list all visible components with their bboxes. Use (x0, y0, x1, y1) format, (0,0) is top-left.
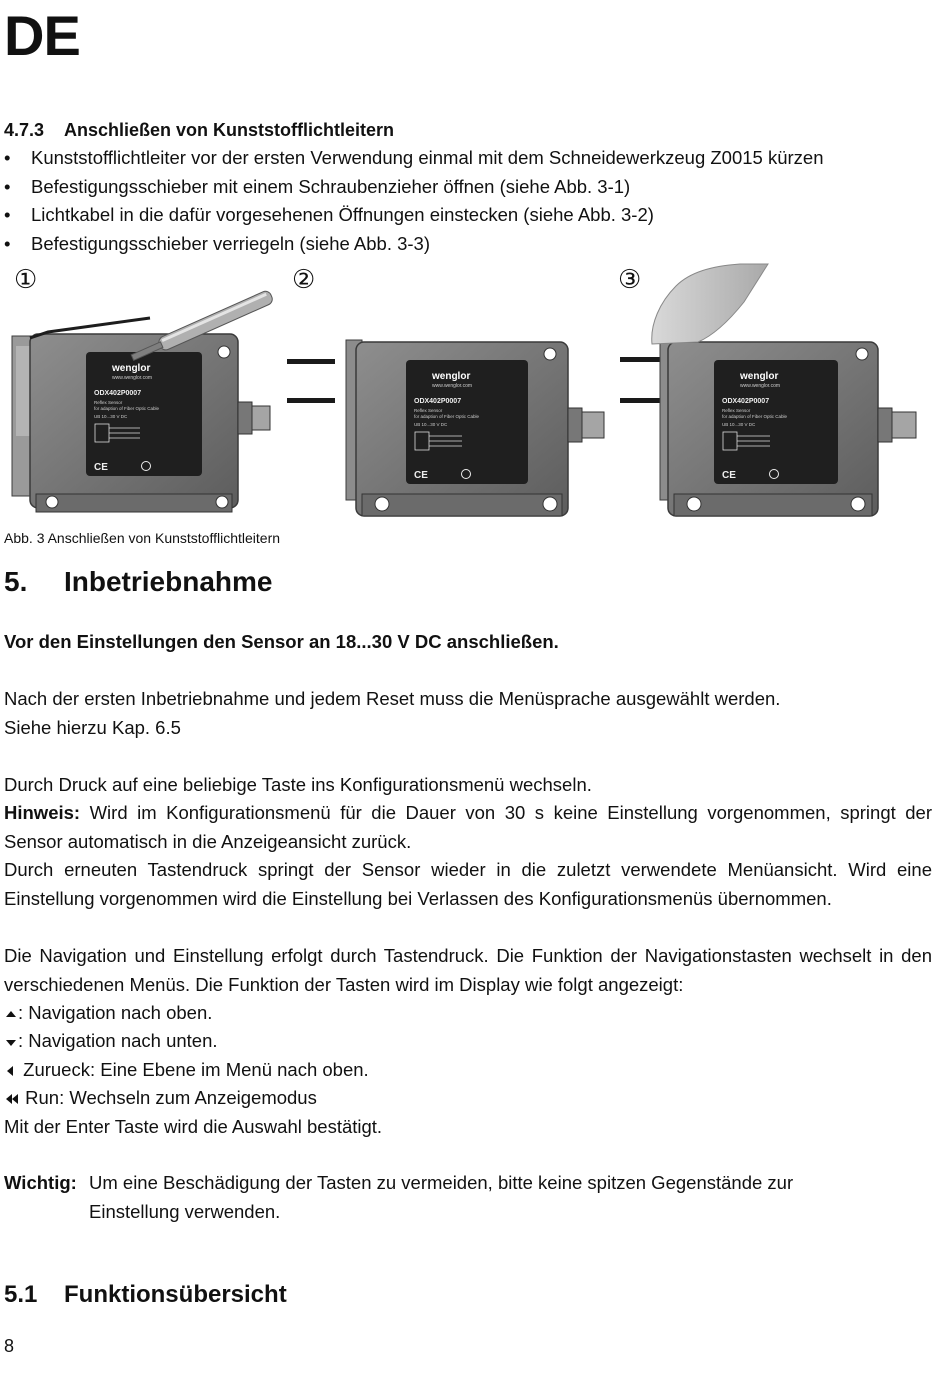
svg-text:CE: CE (722, 470, 736, 481)
section-heading-4-7-3 (4, 118, 394, 142)
bullet-text: Befestigungsschieber mit einem Schraubenzieher öffnen (siehe Abb. 3-1) (31, 176, 631, 197)
sensor-desc-1: Reflex Sensor (414, 408, 443, 413)
language-code: DE (4, 4, 80, 67)
bullet-glyph: • (4, 204, 11, 225)
step-marker-1: ① (14, 264, 38, 294)
bullet-glyph: • (4, 176, 11, 197)
paragraph-line: Durch Druck auf eine beliebige Taste ins Konfigurationsmenü wechseln. (4, 774, 592, 795)
important-label: Wichtig: (4, 1172, 77, 1193)
nav-item-down (4, 1027, 218, 1056)
page-number: 8 (4, 1336, 15, 1356)
section-heading-5-1 (4, 1280, 287, 1310)
svg-text:CE: CE (94, 462, 108, 473)
nav-item-up (4, 999, 212, 1028)
bullet-item (4, 203, 654, 227)
hint-paragraph (4, 799, 932, 856)
sensor-voltage: UB 10...30 V DC (414, 422, 448, 427)
fiber-cables-1 (287, 359, 335, 403)
sensor-desc-2: for adaption of Fiber Optic Cable (722, 414, 788, 419)
nav-item-text: : Navigation nach unten. (18, 1030, 218, 1051)
section-number: 5. (4, 566, 28, 597)
sensor-model: ODX402P0007 (722, 398, 770, 405)
section-number: 5.1 (4, 1281, 38, 1308)
step-marker-3: ③ (618, 264, 642, 294)
sensor-desc-2: for adaption of Fiber Optic Cable (94, 406, 160, 411)
bullet-glyph: • (4, 147, 11, 168)
sensor-illustration-2 (346, 340, 604, 516)
bullet-glyph: • (4, 233, 11, 254)
nav-item-text: : Navigation nach oben. (18, 1002, 213, 1023)
section-title: Anschließen von Kunststofflichtleitern (64, 120, 395, 140)
bullet-item (4, 146, 824, 170)
sensor-model: ODX402P0007 (94, 390, 142, 397)
sensor-desc-2: for adaption of Fiber Optic Cable (414, 414, 480, 419)
nav-item-text: Run: Wechseln zum Anzeigemodus (25, 1087, 317, 1108)
sensor-illustration-1 (12, 289, 274, 512)
sensor-voltage: UB 10...30 V DC (94, 414, 128, 419)
nav-item-run (4, 1084, 317, 1113)
sensor-url: www.wenglor.com (432, 383, 473, 389)
section-heading-5 (4, 564, 272, 600)
down-triangle-icon (4, 1036, 18, 1048)
sensor-brand: wenglor (112, 363, 151, 374)
paragraph-line: Siehe hierzu Kap. 6.5 (4, 717, 181, 738)
section-title: Funktionsübersicht (64, 1281, 287, 1308)
hint-text: Wird im Konfigurationsmenü für die Dauer von 30 s keine Einstellung vorgenommen, springt der Sensor automatisch in die Anzeigeansicht zurück. (4, 802, 932, 852)
sensor-voltage: UB 10...30 V DC (722, 422, 756, 427)
sensor-url: www.wenglor.com (112, 375, 153, 381)
paragraph-line: Mit der Enter Taste wird die Auswahl bestätigt. (4, 1116, 383, 1137)
sensor-brand: wenglor (432, 371, 471, 382)
section-number: 4.7.3 (4, 120, 45, 140)
sensor-desc-1: Reflex Sensor (722, 408, 751, 413)
sensor-figure (0, 262, 950, 524)
section-title: Inbetriebnahme (64, 566, 273, 597)
important-text: Um eine Beschädigung der Tasten zu vermeiden, bitte keine spitzen Gegenstände zur Einstellung verwenden. (89, 1172, 794, 1222)
left-triangle-icon (4, 1065, 18, 1077)
sensor-model: ODX402P0007 (414, 398, 462, 405)
bullet-text: Lichtkabel in die dafür vorgesehenen Öffnungen einstecken (siehe Abb. 3-2) (31, 204, 654, 225)
svg-text:CE: CE (414, 470, 428, 481)
sensor-url: www.wenglor.com (740, 383, 781, 389)
lead-paragraph: Vor den Einstellungen den Sensor an 18...30 V DC anschließen. (4, 631, 559, 652)
bullet-text: Befestigungsschieber verriegeln (siehe Abb. 3-3) (31, 233, 431, 254)
bullet-text: Kunststofflichtleiter vor der ersten Verwendung einmal mit dem Schneidewerkzeug Z0015 kürzen (31, 147, 824, 168)
bullet-item (4, 232, 430, 256)
nav-item-text: Zurueck: Eine Ebene im Menü nach oben. (23, 1059, 369, 1080)
sensor-illustration-3 (652, 264, 916, 516)
step-marker-2: ② (292, 264, 316, 294)
sensor-brand: wenglor (740, 371, 779, 382)
up-triangle-icon (4, 1008, 18, 1020)
sensor-desc-1: Reflex Sensor (94, 400, 123, 405)
figure-caption: Abb. 3 Anschließen von Kunststofflichtleitern (4, 530, 281, 546)
paragraph: Die Navigation und Einstellung erfolgt durch Tastendruck. Die Funktion der Navigationstasten wechselt in den verschiedenen Menüs. Die Funktion der Tasten wird im Display wie folgt angezeigt: (4, 945, 932, 995)
nav-item-back (4, 1056, 369, 1085)
bullet-item (4, 175, 630, 199)
double-left-triangle-icon (4, 1093, 20, 1105)
paragraph: Durch erneuten Tastendruck springt der Sensor wieder in die zuletzt verwendete Menüansicht. Wird eine Einstellung vorgenommen wird die Einstellung bei Verlassen des Konfigurationsmenüs übernommen. (4, 859, 932, 909)
paragraph-line: Nach der ersten Inbetriebnahme und jedem Reset muss die Menüsprache ausgewählt werden. (4, 688, 781, 709)
hint-label: Hinweis: (4, 802, 81, 823)
